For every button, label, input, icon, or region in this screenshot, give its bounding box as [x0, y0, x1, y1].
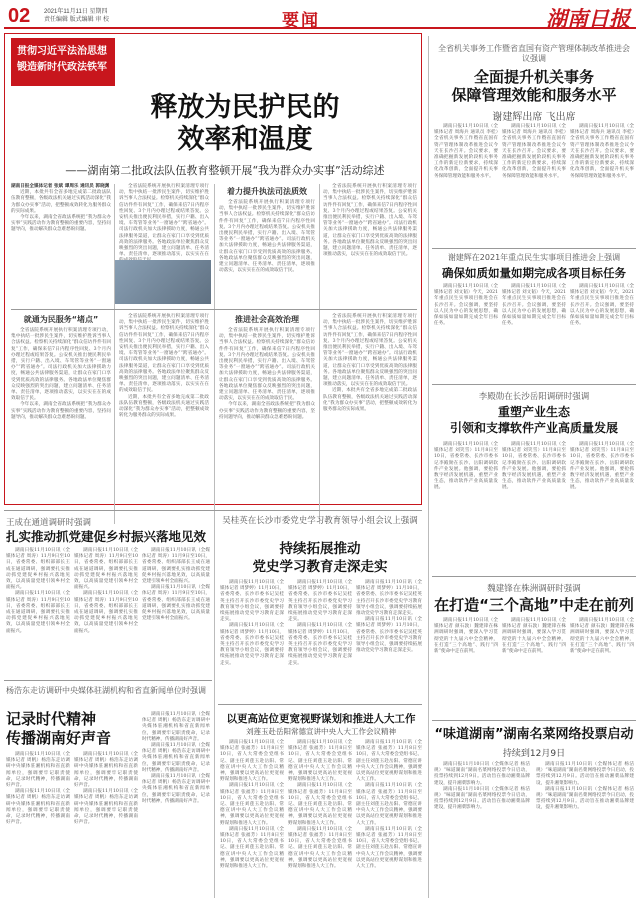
- story-body: [6, 752, 70, 898]
- story-kicker: 魏建锋在株洲调研时强调: [487, 584, 581, 594]
- story-headline: 以更高站位更宽视野谋划和推进人大工作: [226, 713, 416, 725]
- story-paragraph: 湖南日报11月10日讯（全媒体记者 周帆）杨浩东走访调研中央媒体驻湘机构和省直新闻单位，强调要牢记职责使命，记录时代精神，传播湖南好声音。: [74, 789, 138, 826]
- story-paragraph: 湖南日报11月10日讯（全媒体记者 周帆）杨浩东走访调研中央媒体驻湘机构和省直新闻单位，强调要牢记职责使命，记录时代精神，传播湖南好声音。: [142, 712, 210, 742]
- section-subhead: 着力提升执法司法质效: [227, 187, 307, 196]
- story-body: [570, 442, 634, 572]
- lead-subtitle: ——湖南第二批政法队伍教育整顿开展“我为群众办实事”活动综述: [65, 164, 385, 177]
- story-paragraph: 湖南日报11月10日讯（全媒体记者 杨洁规）“味道湖南”湖南名菜网络投票今日启动，投票持续到12月9日。活动旨在推动湘菜品牌建设，提升湘菜影响力。: [434, 762, 530, 786]
- story-paragraph: 湖南日报11月10日讯（全媒体记者 周帆）杨浩东走访调研中央媒体驻湘机构和省直新闻单位，强调要牢记职责使命，记录时代精神，传播湖南好声音。: [142, 743, 210, 773]
- story-kicker: 王成在通道调研时强调: [6, 518, 92, 528]
- story-headline: “味道湖南”湖南名菜网络投票启动: [434, 727, 634, 742]
- lead-headline: 释放为民护民的 效率和温度: [150, 92, 340, 155]
- story-body: [220, 580, 284, 698]
- story-body: [502, 618, 566, 714]
- story-paragraph: 湖南日报11月10日讯（全媒体记者 周海兵 通讯员 李桂）全省机关事务工作暨省直国有资产管理体制改革推进会议今天在长沙召开。会议要求，要准确把握新发展阶段机关事务工作的新定位新要求，持续深化改革创新，全面提升机关事务保障管理效能和服务水平。: [570, 124, 634, 179]
- story-kicker: 杨浩东走访调研中央媒体驻湖机构和省直新闻单位时强调: [6, 686, 206, 695]
- story-headline: 在打造“三个高地”中走在前列: [434, 596, 634, 614]
- story-headline: 记录时代精神 传播湖南好声音: [6, 710, 112, 747]
- story-paragraph: 湖南日报11月10日讯（全媒体记者 周梦婷）11月10日，省委常委、长沙市委书记吴桂英主持召开长沙市委党史学习教育领导小组会议，强调要持续拓展推动党史学习教育走深走实。: [220, 580, 284, 623]
- lead-photo: [115, 260, 211, 304]
- story-paragraph: 湖南日报11月10日讯（全媒体记者 刘文韬）今天，2021年重点民生实事项目推进会在长沙召开。会议强调，要坚持以人民为中心的发展思想，确保如质如量如期完成全年目标任务。: [502, 284, 566, 327]
- lead-paragraph: 全省法院系统开展执行积案清理专项行动，集中执结一批涉民生案件，切实维护胜诉当事人合法权益。检察机关持续深化“群众信访件件有回复”工作，确保来信7日内程序性回复、3个月内办理过程或结果答复。公安机关推出便民利民举措，实行户籍、出入境、车驾管等业务“一窗通办”“跨省通办”。司法行政机关加大法律援助力度，畅通公共法律服务渠道，让群众在家门口享受到优质高效的法律服务。各地政法单位聚焦群众反映强烈的突出问题，建立问题清单、任务清单、责任清单，逐项推动落实，以实实在在: [119, 184, 209, 258]
- lead-column-2: [119, 184, 209, 256]
- story-headline: 全面提升机关事务 保障管理效能和服务水平: [451, 68, 617, 104]
- story-paragraph: 湖南日报11月10日讯（全媒体记者 张福芳）11月8日至10日，省人大常委会党组书记、副主任刘莲玉赴岳阳、常德宣讲中央人大工作会议精神，强调要以更高站位更宽视野谋划和推进人大工作。: [356, 826, 422, 870]
- story-paragraph: 湖南日报11月10日讯（全媒体记者 周帆）杨浩东走访调研中央媒体驻湘机构和省直新闻单位，强调要牢记职责使命，记录时代精神，传播湖南好声音。: [6, 789, 70, 826]
- story-paragraph: 湖南日报11月10日讯（全媒体记者 周梦婷）11月10日，省委常委、长沙市委书记吴桂英主持召开长沙市委党史学习教育领导小组会议，强调要持续拓展推动党史学习教育走深走实。: [220, 623, 284, 666]
- story-paragraph: 湖南日报11月10日讯（全媒体记者 周涛）11月9日至10日，省委常委、组织部部长王成在通道调研，强调要扎实推动抓党建促乡村振兴落地见效，以高质量党建引领乡村全面振兴。: [74, 591, 138, 634]
- story-body: [434, 284, 498, 380]
- lead-column-7: [219, 328, 315, 498]
- story-body: [288, 740, 352, 898]
- lead-paragraph: 全省法院系统开展执行积案清理专项行动，集中执结一批涉民生案件，切实维护胜诉当事人合法权益。检察机关持续深化“群众信访件件有回复”工作，确保来信7日内程序性回复、3个月内办理过程或结果答复。公安机关推出便民利民举措，实行户籍、出入境、车驾管等业务“一窗通办”“跨省通办”。司法行政机关加大法律援助力度，畅通公共法律服务渠道，让群众在家门口享受到优质高效的法律服务。各地政法单位聚焦群众反映强烈的突出问题，建立问题清单、任务清单、责任清单，逐项推动落实，以实实在在的成效取信于民。: [11, 328, 111, 402]
- story-paragraph: 湖南日报11月10日讯（全媒体记者 张福芳）11月8日至10日，省人大常委会党组书记、副主任刘莲玉赴岳阳、常德宣讲中央人大工作会议精神，强调要以更高站位更宽视野谋划和推进人大工作。: [356, 740, 422, 783]
- story-paragraph: 湖南日报11月10日讯（全媒体记者 周梦婷）11月10日，省委常委、长沙市委书记吴桂英主持召开长沙市委党史学习教育领导小组会议，强调要持续拓展推动党史学习教育走深走实。: [356, 580, 422, 617]
- story-paragraph: 湖南日报11月10日讯（全媒体记者 张福芳）11月8日至10日，省人大常委会党组书记、副主任刘莲玉赴岳阳、常德宣讲中央人大工作会议精神，强调要以更高站位更宽视野谋划和推进人大工作。: [220, 783, 284, 826]
- section-subhead: 推进社会高效治理: [235, 315, 299, 324]
- story-body: [570, 124, 634, 244]
- lead-column-8: [323, 314, 417, 498]
- series-badge: 贯彻习近平法治思想 锻造新时代政法铁军: [11, 38, 115, 86]
- story-body: [6, 548, 70, 674]
- story-body: [74, 548, 138, 674]
- story-paragraph: 湖南日报11月10日讯（全媒体记者 周涛）11月9日至10日，省委常委、组织部部长王成在通道调研，强调要扎实推动抓党建促乡村振兴落地见效，以高质量党建引领乡村全面振兴。: [142, 585, 210, 622]
- lead-column-1: [11, 184, 111, 306]
- lead-column-4: [323, 184, 417, 304]
- story-body: [434, 442, 498, 572]
- story-paragraph: 湖南日报11月10日讯（全媒体记者 张福芳）11月8日至10日，省人大常委会党组书记、副主任刘莲玉赴岳阳、常德宣讲中央人大工作会议精神，强调要以更高站位更宽视野谋划和推进人大工作。: [288, 740, 352, 783]
- story-headline: 重塑产业生态 引领和支撑软件产业高质量发展: [449, 405, 618, 435]
- lead-column-5: [11, 328, 111, 498]
- story-body: [356, 740, 422, 898]
- lead-byline: 湖南日报全媒体记者 张斌 谭周乐 通讯员 郭晓渊: [11, 184, 110, 189]
- story-body: [434, 762, 530, 896]
- lead-paragraph: 今年以来，湖南全省政法系统把“我为群众办实事”实践活动作为教育整顿的重要内容，坚持问题导向，推动解决群众急难愁盼问题。: [219, 402, 315, 420]
- story-paragraph: 湖南日报11月10日讯（全媒体记者 刘文韬）今天，2021年重点民生实事项目推进会在长沙召开。会议强调，要坚持以人民为中心的发展思想，确保如质如量如期完成全年目标任务。: [434, 284, 498, 327]
- story-headline: 持续拓展推动 党史学习教育走深走实: [252, 541, 388, 575]
- story-paragraph: 湖南日报11月10日讯（全媒体记者 刘笑雪）11月8日至10日，省委常委、长沙市委书记李殿勋在长沙、岳阳调研软件产业发展。他强调，要抢抓数字经济发展机遇，重塑产业生态，推动软件产业高质量发展。: [434, 442, 498, 491]
- story-kicker: 吴桂英在长沙市委党史学习教育领导小组会议上强调: [222, 516, 418, 526]
- lead-paragraph: 近期，本批共有全省多地完成第二批政法队伍教育整顿，各级政法机关通过实践活动深化“我为群众办实事”活动，把整顿成效转化为服务群众的实际成果。: [119, 394, 209, 419]
- story-body: [570, 284, 634, 380]
- page-meta: [44, 8, 204, 24]
- lead-paragraph: 今年以来，湖南全省政法系统把“我为群众办实事”实践活动作为教育整顿的重要内容，坚持问题导向，推动解决群众急难愁盼问题。: [11, 402, 111, 420]
- story-paragraph: 湖南日报11月10日讯（全媒体记者 颜石敦）魏建锋在株洲调研时强调，要深入学习贯彻党的十九届六中全会精神，在打造“三个高地”、践行“四新”使命中走在前列。: [502, 618, 566, 655]
- story-paragraph: 湖南日报11月10日讯（全媒体记者 周涛）11月9日至10日，省委常委、组织部部长王成在通道调研，强调要扎实推动抓党建促乡村振兴落地见效，以高质量党建引领乡村全面振兴。: [6, 591, 70, 634]
- lead-paragraph: 全省法院系统开展执行积案清理专项行动，集中执结一批涉民生案件，切实维护胜诉当事人合法权益。检察机关持续深化“群众信访件件有回复”工作，确保来信7日内程序性回复、3个月内办理过程或结果答复。公安机关推出便民利民举措，实行户籍、出入境、车驾管等业务“一窗通办”“跨省通办”。司法行政机关加大法律援助力度，畅通公共法律服务渠道，让群众在家门口享受到优质高效的法律服务。各地政法单位聚焦群众反映强烈的突出问题，建立问题清单、任务清单、责任清单，逐项推动落实，以实实在在的成效取信于民。: [219, 328, 315, 402]
- story-body: [536, 762, 634, 896]
- paper-logo: 湖南日报: [546, 6, 630, 31]
- story-paragraph: 湖南日报11月10日讯（全媒体记者 周帆）杨浩东走访调研中央媒体驻湘机构和省直新闻单位，强调要牢记职责使命，记录时代精神，传播湖南好声音。: [142, 774, 210, 804]
- story-headline: 确保如质如量如期完成各项目标任务: [442, 266, 626, 280]
- page-number: 02: [8, 5, 31, 27]
- story-paragraph: 湖南日报11月10日讯（全媒体记者 颜石敦）魏建锋在株洲调研时强调，要深入学习贯彻党的十九届六中全会精神，在打造“三个高地”、践行“四新”使命中走在前列。: [570, 618, 634, 655]
- story-paragraph: 湖南日报11月10日讯（全媒体记者 张福芳）11月8日至10日，省人大常委会党组书记、副主任刘莲玉赴岳阳、常德宣讲中央人大工作会议精神，强调要以更高站位更宽视野谋划和推进人大工作。: [288, 826, 352, 870]
- lead-column-6: [119, 314, 209, 498]
- story-body: [220, 740, 284, 898]
- lead-paragraph: 今年以来，湖南全省政法系统把“我为群众办实事”实践活动作为教育整顿的重要内容，坚持问题导向，推动解决群众急难愁盼问题。: [11, 215, 111, 233]
- lead-paragraph: 全省法院系统开展执行积案清理专项行动，集中执结一批涉民生案件，切实维护胜诉当事人合法权益。检察机关持续深化“群众信访件件有回复”工作，确保来信7日内程序性回复、3个月内办理过程或结果答复。公安机关推出便民利民举措，实行户籍、出入境、车驾管等业务“一窗通办”“跨省通办”。司法行政机关加大法律援助力度，畅通公共法律服务渠道，让群众在家门口享受到优质高效的法律服务。各地政法单位聚焦群众反映强烈的突出问题，建立问题清单、任务清单、责任清单，逐项推动落实，以实实在在的成效取信于民。: [219, 200, 315, 274]
- story-paragraph: 湖南日报11月10日讯（全媒体记者 周帆）杨浩东走访调研中央媒体驻湘机构和省直新闻单位，强调要牢记职责使命，记录时代精神，传播湖南好声音。: [6, 752, 70, 789]
- story-paragraph: 湖南日报11月10日讯（全媒体记者 刘笑雪）11月8日至10日，省委常委、长沙市委书记李殿勋在长沙、岳阳调研软件产业发展。他强调，要抢抓数字经济发展机遇，重塑产业生态，推动软件产业高质量发展。: [570, 442, 634, 491]
- lead-paragraph: 全省法院系统开展执行积案清理专项行动，集中执结一批涉民生案件，切实维护胜诉当事人合法权益。检察机关持续深化“群众信访件件有回复”工作，确保来信7日内程序性回复、3个月内办理过程或结果答复。公安机关推出便民利民举措，实行户籍、出入境、车驾管等业务“一窗通办”“跨省通办”。司法行政机关加大法律援助力度，畅通公共法律服务渠道，让群众在家门口享受到优质高效的法律服务。各地政法单位聚焦群众反映强烈的突出问题，建立问题清单、任务清单、责任清单，逐项推动落实，以实实在在的成效取信于民。: [323, 184, 417, 258]
- story-paragraph: 湖南日报11月10日讯（全媒体记者 杨洁规）“味道湖南”湖南名菜网络投票今日启动，投票持续到12月9日。活动旨在推动湘菜品牌建设，提升湘菜影响力。: [536, 786, 634, 811]
- story-paragraph: 湖南日报11月10日讯（全媒体记者 刘笑雪）11月8日至10日，省委常委、长沙市委书记李殿勋在长沙、岳阳调研软件产业发展。他强调，要抢抓数字经济发展机遇，重塑产业生态，推动软件产业高质量发展。: [502, 442, 566, 491]
- story-paragraph: 湖南日报11月10日讯（全媒体记者 周涛）11月9日至10日，省委常委、组织部部长王成在通道调研，强调要扎实推动抓党建促乡村振兴落地见效，以高质量党建引领乡村全面振兴。: [142, 548, 210, 585]
- story-body: [142, 712, 210, 898]
- story-headline: 扎实推动抓党建促乡村振兴落地见效: [6, 529, 207, 544]
- story-paragraph: 湖南日报11月10日讯（全媒体记者 颜石敦）魏建锋在株洲调研时强调，要深入学习贯彻党的十九届六中全会精神，在打造“三个高地”、践行“四新”使命中走在前列。: [434, 618, 498, 655]
- lead-paragraph: 全省法院系统开展执行积案清理专项行动，集中执结一批涉民生案件，切实维护胜诉当事人合法权益。检察机关持续深化“群众信访件件有回复”工作，确保来信7日内程序性回复、3个月内办理过程或结果答复。公安机关推出便民利民举措，实行户籍、出入境、车驾管等业务“一窗通办”“跨省通办”。司法行政机关加大法律援助力度，畅通公共法律服务渠道，让群众在家门口享受到优质高效的法律服务。各地政法单位聚焦群众反映强烈的突出问题，建立问题清单、任务清单、责任清单，逐项推动落实，以实实在在的成效取信于民。: [323, 314, 417, 388]
- story-paragraph: 湖南日报11月10日讯（全媒体记者 周海兵 通讯员 李桂）全省机关事务工作暨省直国有资产管理体制改革推进会议今天在长沙召开。会议要求，要准确把握新发展阶段机关事务工作的新定位新要求，持续深化改革创新，全面提升机关事务保障管理效能和服务水平。: [434, 124, 498, 179]
- section-name: 要闻: [282, 11, 320, 31]
- story-paragraph: 湖南日报11月10日讯（全媒体记者 周梦婷）11月10日，省委常委、长沙市委书记吴桂英主持召开长沙市委党史学习教育领导小组会议，强调要持续拓展推动党史学习教育走深走实。: [288, 580, 352, 623]
- story-subline: 刘莲玉赴岳阳常德宣讲中央人大工作会议精神: [246, 727, 396, 736]
- story-paragraph: 湖南日报11月10日讯（全媒体记者 周帆）杨浩东走访调研中央媒体驻湘机构和省直新闻单位，强调要牢记职责使命，记录时代精神，传播湖南好声音。: [74, 752, 138, 789]
- lead-paragraph: 近期，本批共有全省多地完成第二批政法队伍教育整顿，各级政法机关通过实践活动深化“我为群众办实事”活动，把整顿成效转化为服务群众的实际成果。: [11, 190, 111, 214]
- section-subhead: 就通为民服务“堵点”: [23, 315, 99, 324]
- story-kicker: 谢建辉在2021年重点民生实事项目推进会上强调: [447, 253, 621, 262]
- story-body: [570, 618, 634, 714]
- story-body: [74, 752, 138, 898]
- story-paragraph: 湖南日报11月10日讯（全媒体记者 周梦婷）11月10日，省委常委、长沙市委书记吴桂英主持召开长沙市委党史学习教育领导小组会议，强调要持续拓展推动党史学习教育走深走实。: [356, 617, 422, 654]
- story-paragraph: 湖南日报11月10日讯（全媒体记者 杨洁规）“味道湖南”湖南名菜网络投票今日启动，投票持续到12月9日。活动旨在推动湘菜品牌建设，提升湘菜影响力。: [536, 762, 634, 786]
- story-kicker: 李殿勋在长沙岳阳调研时强调: [478, 392, 590, 402]
- story-paragraph: 湖南日报11月10日讯（全媒体记者 张福芳）11月8日至10日，省人大常委会党组书记、副主任刘莲玉赴岳阳、常德宣讲中央人大工作会议精神，强调要以更高站位更宽视野谋划和推进人大工作。: [220, 826, 284, 870]
- story-paragraph: 湖南日报11月10日讯（全媒体记者 张福芳）11月8日至10日，省人大常委会党组书记、副主任刘莲玉赴岳阳、常德宣讲中央人大工作会议精神，强调要以更高站位更宽视野谋划和推进人大工作。: [356, 783, 422, 826]
- story-subline: 持续到12月9日: [502, 749, 566, 759]
- story-body: [288, 580, 352, 698]
- masthead: [4, 3, 636, 29]
- story-body: [356, 580, 422, 698]
- date-line: 2021年11月11日 星期四: [44, 9, 108, 15]
- story-body: [502, 442, 566, 572]
- lead-paragraph: 全省法院系统开展执行积案清理专项行动，集中执结一批涉民生案件，切实维护胜诉当事人合法权益。检察机关持续深化“群众信访件件有回复”工作，确保来信7日内程序性回复、3个月内办理过程或结果答复。公安机关推出便民利民举措，实行户籍、出入境、车驾管等业务“一窗通办”“跨省通办”。司法行政机关加大法律援助力度，畅通公共法律服务渠道，让群众在家门口享受到优质高效的法律服务。各地政法单位聚焦群众反映强烈的突出问题，建立问题清单、任务清单、责任清单，逐项推动落实，以实实在在的成效取信于民。: [119, 314, 209, 394]
- story-subline: 谢建辉出席 飞出席: [492, 112, 576, 123]
- story-body: [434, 618, 498, 714]
- lead-column-3: [219, 200, 315, 300]
- story-paragraph: 湖南日报11月10日讯（全媒体记者 周涛）11月9日至10日，省委常委、组织部部长王成在通道调研，强调要扎实推动抓党建促乡村振兴落地见效，以高质量党建引领乡村全面振兴。: [6, 548, 70, 591]
- story-kicker: 全省机关事务工作暨省直国有资产管理体制改革推进会议强调: [438, 44, 630, 63]
- editor-line: 责任编辑 版式编辑 审 校: [44, 17, 110, 23]
- story-paragraph: 湖南日报11月10日讯（全媒体记者 张福芳）11月8日至10日，省人大常委会党组书记、副主任刘莲玉赴岳阳、常德宣讲中央人大工作会议精神，强调要以更高站位更宽视野谋划和推进人大工作。: [288, 783, 352, 826]
- story-paragraph: 湖南日报11月10日讯（全媒体记者 杨洁规）“味道湖南”湖南名菜网络投票今日启动，投票持续到12月9日。活动旨在推动湘菜品牌建设，提升湘菜影响力。: [434, 786, 530, 811]
- story-paragraph: 湖南日报11月10日讯（全媒体记者 张福芳）11月8日至10日，省人大常委会党组书记、副主任刘莲玉赴岳阳、常德宣讲中央人大工作会议精神，强调要以更高站位更宽视野谋划和推进人大工作。: [220, 740, 284, 783]
- lead-story: [4, 33, 422, 505]
- story-body: [142, 548, 210, 674]
- story-paragraph: 湖南日报11月10日讯（全媒体记者 刘文韬）今天，2021年重点民生实事项目推进会在长沙召开。会议强调，要坚持以人民为中心的发展思想，确保如质如量如期完成全年目标任务。: [570, 284, 634, 327]
- story-paragraph: 湖南日报11月10日讯（全媒体记者 周涛）11月9日至10日，省委常委、组织部部长王成在通道调研，强调要扎实推动抓党建促乡村振兴落地见效，以高质量党建引领乡村全面振兴。: [74, 548, 138, 591]
- story-paragraph: 湖南日报11月10日讯（全媒体记者 周海兵 通讯员 李桂）全省机关事务工作暨省直国有资产管理体制改革推进会议今天在长沙召开。会议要求，要准确把握新发展阶段机关事务工作的新定位新要求，持续深化改革创新，全面提升机关事务保障管理效能和服务水平。: [502, 124, 566, 179]
- lead-paragraph: 近期，本批共有全省多地完成第二批政法队伍教育整顿，各级政法机关通过实践活动深化“我为群众办实事”活动，把整顿成效转化为服务群众的实际成果。: [323, 388, 417, 413]
- story-body: [502, 124, 566, 244]
- story-body: [434, 124, 498, 244]
- story-body: [502, 284, 566, 380]
- story-paragraph: 湖南日报11月10日讯（全媒体记者 周梦婷）11月10日，省委常委、长沙市委书记吴桂英主持召开长沙市委党史学习教育领导小组会议，强调要持续拓展推动党史学习教育走深走实。: [288, 623, 352, 666]
